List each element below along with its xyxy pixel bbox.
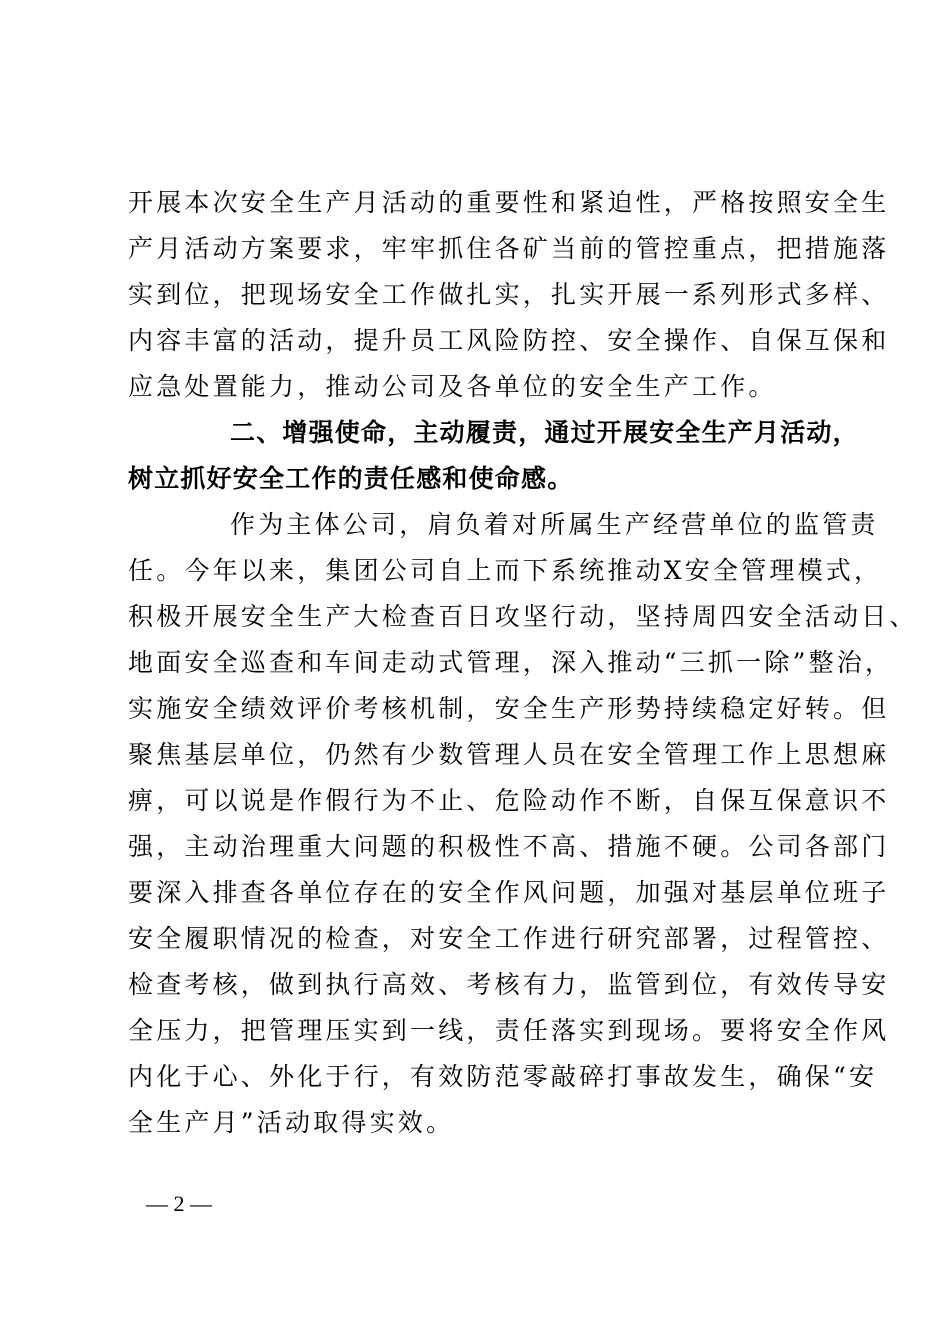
page-number: — 2 —	[146, 1191, 212, 1216]
paragraph-1-line-3: 实到位，把现场安全工作做扎实，扎实开展一系列形式多样、	[128, 280, 890, 309]
paragraph-1-line-1: 开展本次安全生产月活动的重要性和紧迫性，严格按照安全生	[128, 188, 890, 217]
paragraph-2-line-4: 地面安全巡查和车间走动式管理，深入推动“三抓一除”整治，	[128, 648, 894, 677]
paragraph-2-line-9: 要深入排查各单位存在的安全作风问题，加强对基层单位班子	[128, 878, 890, 907]
paragraph-2-line-7: 痹，可以说是作假行为不止、危险动作不断，自保互保意识不	[128, 786, 890, 815]
paragraph-2-line-10: 安全履职情况的检查，对安全工作进行研究部署，过程管控、	[128, 924, 890, 953]
paragraph-1-line-4: 内容丰富的活动，提升员工风险防控、安全操作、自保互保和	[128, 326, 890, 355]
paragraph-2-line-6: 聚焦基层单位，仍然有少数管理人员在安全管理工作上思想麻	[128, 740, 890, 769]
heading-2-line-2: 树立抓好安全工作的责任感和使命感。	[128, 464, 574, 493]
paragraph-2-line-5: 实施安全绩效评价考核机制，安全生产形势持续稳定好转。但	[128, 694, 890, 723]
paragraph-2-line-13: 内化于心、外化于行，有效防范零敲碎打事故发生，确保“安	[128, 1062, 878, 1091]
paragraph-1-line-2: 产月活动方案要求，牢牢抓住各矿当前的管控重点，把措施落	[128, 234, 890, 263]
paragraph-2-line-2: 任。今年以来，集团公司自上而下系统推动X安全管理模式，	[128, 556, 883, 585]
paragraph-2-line-14: 全生产月”活动取得实效。	[128, 1108, 455, 1137]
paragraph-2-line-1: 作为主体公司，肩负着对所属生产经营单位的监管责	[230, 510, 879, 539]
paragraph-2-line-8: 强，主动治理重大问题的积极性不高、措施不硬。公司各部门	[128, 832, 890, 861]
paragraph-2-line-12: 全压力，把管理压实到一线，责任落实到现场。要将安全作风	[128, 1016, 890, 1045]
paragraph-2-line-3: 积极开展安全生产大检查百日攻坚行动，坚持周四安全活动日、	[128, 602, 918, 631]
paragraph-1-line-5: 应急处置能力，推动公司及各单位的安全生产工作。	[128, 372, 777, 401]
heading-2-line-1: 二、增强使命，主动履责，通过开展安全生产月活动，	[230, 418, 859, 447]
paragraph-2-line-11: 检查考核，做到执行高效、考核有力，监管到位，有效传导安	[128, 970, 890, 999]
